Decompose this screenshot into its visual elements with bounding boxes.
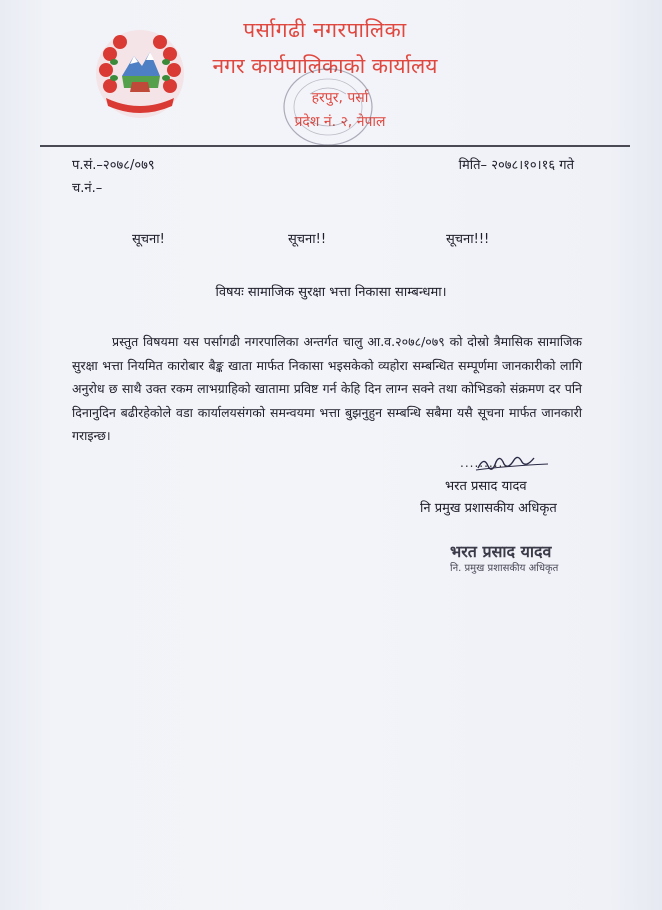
letter-date: मिति– २०७८।१०।१६ गते <box>458 158 574 173</box>
notice-heading-3: सूचना!!! <box>446 232 490 247</box>
signature-dots: .......... <box>460 456 509 470</box>
nepal-emblem-logo <box>92 26 188 122</box>
office-province: प्रदेश नं. २, नेपाल <box>294 114 386 130</box>
municipality-name: पर्सागढी नगरपालिका <box>243 18 407 42</box>
notice-heading-1: सूचना! <box>132 232 165 247</box>
notice-heading-2: सूचना!! <box>288 232 327 247</box>
signatory-name: भरत प्रसाद यादव <box>445 479 527 494</box>
office-place: हरपुर, पर्सा <box>311 90 369 106</box>
signatory-title: नि प्रमुख प्रशासकीय अधिकृत <box>420 501 557 516</box>
dispatch-number: च.नं.– <box>72 181 103 196</box>
official-seal-stamp <box>280 64 376 150</box>
title-stamp: नि. प्रमुख प्रशासकीय अधिकृत <box>450 563 559 574</box>
reference-number: प.सं.–२०७८/०७९ <box>72 158 155 173</box>
letter-subject: विषयः सामाजिक सुरक्षा भत्ता निकासा साम्बन्धमा। <box>215 285 447 300</box>
letter-body: प्रस्तुत विषयमा यस पर्सागढी नगरपालिका अन्तर्गत चालु आ.व.२०७८/०७९ को दोस्रो त्रैमासिक सामाजिक सुरक्षा भत्ता नियमित कारोबार बैङ्क खाता मार्फत निकासा भइसकेको व्यहोरा सम्बन्धित सम्पूर्णमा जानकारीको लागि अनुरोध छ साथै उक्त रकम लाभग्राहिको खातामा प्रविष्ट गर्न केहि दिन लाग्न सक्ने तथा कोभिडको संक्रमण दर पनि दिनानुदिन बढीरहेकोले वडा कार्यालयसंगको समन्वयमा भत्ता बुझनुहुन सम्बन्धि सबैमा यसै सूचना मार्फत जानकारी गराइन्छ। <box>72 334 582 443</box>
header-divider <box>40 145 630 147</box>
office-name: नगर कार्यपालिकाको कार्यालय <box>212 54 438 78</box>
name-stamp: भरत प्रसाद यादव <box>450 542 552 561</box>
